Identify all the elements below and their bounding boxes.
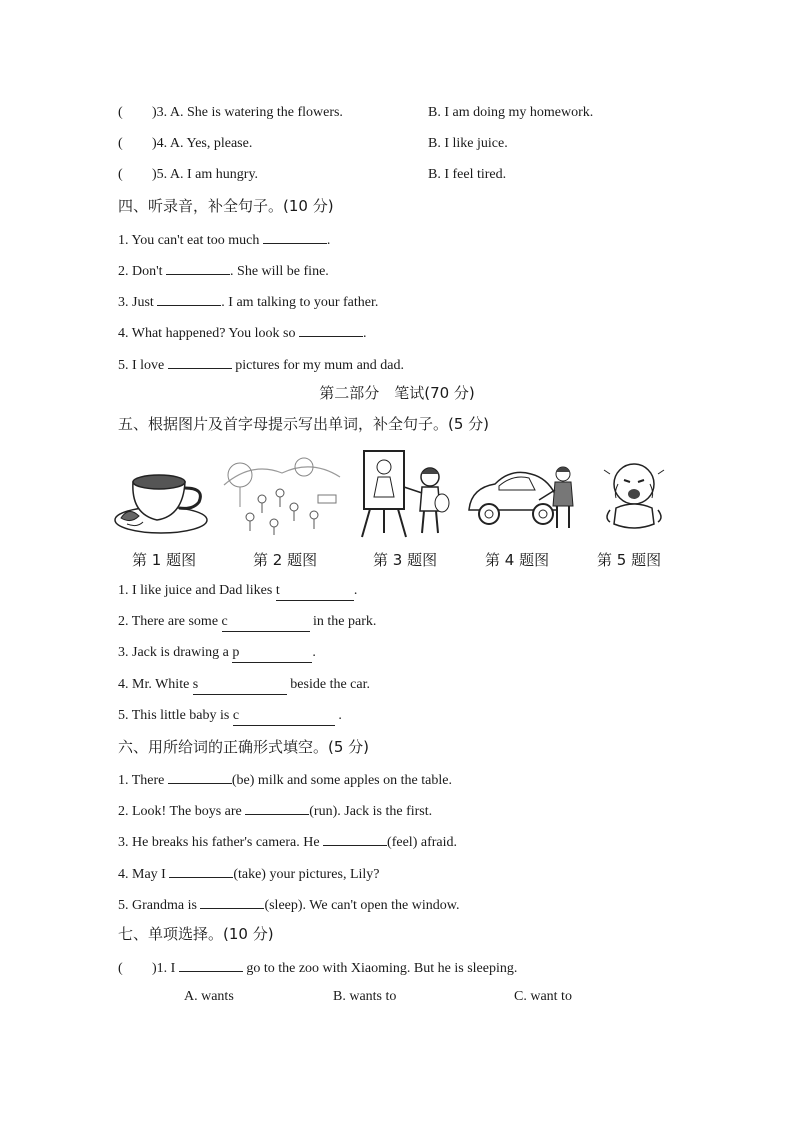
listening-q4: ( )4. A. Yes, please. [118, 136, 253, 151]
part2-heading: 第二部分 笔试(70 分) [319, 384, 475, 402]
park-scene-icon [222, 455, 342, 539]
section6-item-1: 1. There (be) milk and some apples on the table. [118, 769, 452, 790]
section6-item-2: 2. Look! The boys are (run). Jack is the first. [118, 800, 432, 821]
section6-item-4: 4. May I (take) your pictures, Lily? [118, 863, 380, 884]
section6-heading: 六、用所给词的正确形式填空。(5 分) [118, 738, 370, 756]
answer-blank[interactable]: c [233, 707, 335, 726]
section4-item-2: 2. Don't . She will be fine. [118, 260, 329, 281]
boy-painting-icon [358, 447, 454, 539]
section4-item-3: 3. Just . I am talking to your father. [118, 291, 378, 312]
answer-blank[interactable] [168, 769, 232, 784]
section4-heading: 四、听录音，补全句子。(10 分) [118, 197, 334, 215]
picture-caption-1: 第 1 题图 [132, 551, 197, 569]
answer-blank[interactable] [323, 831, 387, 846]
section7-q1: ( )1. I go to the zoo with Xiaoming. But he is sleeping. [118, 957, 517, 978]
section6-item-3: 3. He breaks his father's camera. He (feel) afraid. [118, 831, 457, 852]
section5-heading: 五、根据图片及首字母提示写出单词，补全句子。(5 分) [118, 415, 490, 433]
listening-q4-option-b: B. I like juice. [428, 136, 508, 151]
answer-blank[interactable] [299, 322, 363, 337]
listening-q3-option-b: B. I am doing my homework. [428, 105, 594, 120]
picture-caption-2: 第 2 题图 [253, 551, 318, 569]
listening-q3: ( )3. A. She is watering the flowers. [118, 105, 343, 120]
section5-item-3: 3. Jack is drawing a p . [118, 644, 316, 663]
section4-item-5: 5. I love pictures for my mum and dad. [118, 354, 404, 375]
option-c[interactable]: C. want to [514, 989, 572, 1004]
listening-q5-option-b: B. I feel tired. [428, 167, 507, 182]
teacup-icon [113, 458, 211, 538]
listening-q5: ( )5. A. I am hungry. [118, 167, 259, 182]
crying-baby-icon [600, 458, 670, 536]
option-b[interactable]: B. wants to [333, 989, 397, 1004]
section4-item-1: 1. You can't eat too much . [118, 229, 330, 250]
section5-item-2: 2. There are some c in the park. [118, 613, 376, 632]
picture-caption-5: 第 5 题图 [597, 551, 662, 569]
answer-blank[interactable] [245, 800, 309, 815]
section5-item-4: 4. Mr. White s beside the car. [118, 676, 370, 695]
answer-blank[interactable] [169, 863, 233, 878]
section6-item-5: 5. Grandma is (sleep). We can't open the window. [118, 894, 459, 915]
answer-blank[interactable] [263, 229, 327, 244]
answer-blank[interactable] [168, 354, 232, 369]
answer-blank[interactable]: t [276, 582, 354, 601]
answer-blank[interactable] [200, 894, 264, 909]
picture-caption-4: 第 4 题图 [485, 551, 550, 569]
section4-item-4: 4. What happened? You look so . [118, 322, 366, 343]
section5-item-5: 5. This little baby is c . [118, 707, 342, 726]
answer-blank[interactable] [166, 260, 230, 275]
option-a[interactable]: A. wants [184, 989, 234, 1004]
section7-heading: 七、单项选择。(10 分) [118, 925, 274, 943]
answer-blank[interactable]: c [222, 613, 310, 632]
answer-blank[interactable]: p [232, 644, 312, 663]
answer-blank[interactable] [157, 291, 221, 306]
answer-blank[interactable]: s [193, 676, 287, 695]
answer-blank[interactable] [179, 957, 243, 972]
picture-caption-3: 第 3 题图 [373, 551, 438, 569]
section5-item-1: 1. I like juice and Dad likes t . [118, 582, 357, 601]
washing-car-icon [465, 460, 585, 532]
